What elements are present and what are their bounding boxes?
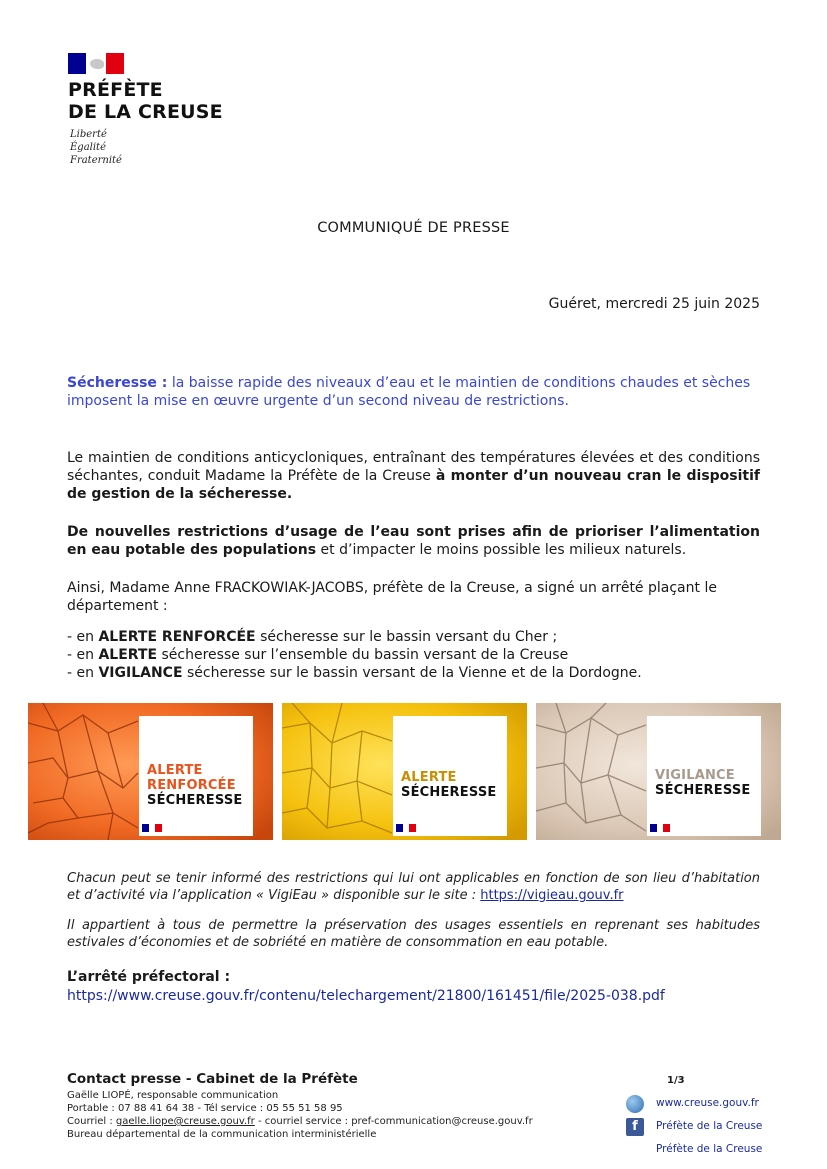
email-label: Courriel : bbox=[67, 1116, 116, 1127]
prefecture-brand bbox=[68, 79, 223, 123]
arrete-link[interactable]: https://www.creuse.gouv.fr/contenu/telechargement/21800/161451/file/2025-038.pdf bbox=[67, 988, 665, 1004]
press-contact-heading: Contact presse - Cabinet de la Préfète bbox=[67, 1071, 358, 1087]
service-email: - courriel service : pref-communication@creuse.gouv.fr bbox=[254, 1116, 533, 1127]
marianne-flag-logo bbox=[68, 53, 124, 74]
facebook-link[interactable] bbox=[626, 1115, 776, 1138]
p2-bold: De nouvelles restrictions d’usage de l’eau sont prises afin de prioriser l’alimentation en eau potable des populations bbox=[67, 524, 760, 558]
footer-links bbox=[626, 1092, 776, 1161]
press-contact-details bbox=[67, 1089, 627, 1141]
restriction-list bbox=[67, 628, 767, 682]
bullet-text: sécheresse sur l’ensemble du bassin versant de la Creuse bbox=[157, 647, 569, 663]
document-title: COMMUNIQUÉ DE PRESSE bbox=[317, 220, 510, 236]
dateline: Guéret, mercredi 25 juin 2025 bbox=[548, 296, 760, 312]
banner-line-2: SÉCHERESSE bbox=[401, 785, 497, 800]
website-link[interactable] bbox=[626, 1092, 776, 1115]
social-icon bbox=[626, 1141, 644, 1159]
banner-alerte-renforcee bbox=[28, 703, 273, 840]
banner-alerte bbox=[282, 703, 527, 840]
bullet-level: ALERTE RENFORCÉE bbox=[98, 629, 256, 645]
banner-line-2: RENFORCÉE bbox=[147, 778, 236, 793]
motto-egalite: Égalité bbox=[70, 142, 106, 153]
vigieau-info bbox=[67, 870, 760, 904]
bullet-level: ALERTE bbox=[98, 647, 158, 663]
banner-line-2: SÉCHERESSE bbox=[655, 783, 751, 798]
contact-name: Gaëlle LIOPÉ, responsable communication bbox=[67, 1090, 279, 1101]
lead-text: la baisse rapide des niveaux d’eau et le maintien de conditions chaudes et sèches imposent la mise en œuvre urgente d’un second niveau de restrictions. bbox=[67, 375, 751, 409]
alert-card bbox=[647, 716, 761, 836]
lead-paragraph bbox=[67, 374, 760, 410]
alert-card bbox=[393, 716, 507, 836]
facebook-icon: f bbox=[626, 1118, 644, 1136]
list-item bbox=[67, 664, 767, 682]
bullet-level: VIGILANCE bbox=[98, 665, 183, 681]
p1-text: Le maintien de conditions anticycloniques, entraînant des températures élevées et des conditions séchantes, conduit Madame la Préfète de la Creuse bbox=[67, 450, 760, 484]
social-label: Préfète de la Creuse bbox=[656, 1143, 763, 1155]
motto-liberte: Liberté bbox=[70, 129, 107, 140]
paragraph-1 bbox=[67, 449, 760, 503]
website-label: www.creuse.gouv.fr bbox=[656, 1097, 759, 1109]
page-number: 1/3 bbox=[667, 1075, 685, 1086]
p2-text: et d’impacter le moins possible les milieux naturels. bbox=[316, 542, 687, 558]
paragraph-3: Ainsi, Madame Anne FRACKOWIAK-JACOBS, préfète de la Creuse, a signé un arrêté plaçant le département : bbox=[67, 580, 717, 614]
republic-motto bbox=[70, 128, 122, 167]
banner-line-1: VIGILANCE bbox=[655, 768, 735, 783]
marianne-mini-icon bbox=[142, 824, 162, 832]
brand-line-1: PRÉFÈTE bbox=[68, 79, 163, 101]
contact-email-link[interactable]: gaelle.liope@creuse.gouv.fr bbox=[115, 1116, 255, 1127]
list-item bbox=[67, 628, 767, 646]
p1-bold: à monter d’un nouveau cran le dispositif de gestion de la sécheresse. bbox=[67, 468, 760, 502]
bullet-prefix: - en bbox=[67, 647, 99, 663]
lead-bold: Sécheresse : bbox=[67, 375, 168, 391]
arrete-heading: L’arrêté préfectoral : bbox=[67, 969, 231, 985]
facebook-label: Préfète de la Creuse bbox=[656, 1120, 763, 1132]
banner-vigilance bbox=[536, 703, 781, 840]
contact-bureau: Bureau départemental de la communication interministérielle bbox=[67, 1129, 377, 1140]
list-item bbox=[67, 646, 767, 664]
banner-line-1: ALERTE bbox=[147, 763, 203, 778]
banner-line-1: ALERTE bbox=[401, 770, 457, 785]
banner-line-3: SÉCHERESSE bbox=[147, 793, 243, 808]
contact-phones: Portable : 07 88 41 64 38 - Tél service : 05 55 51 58 95 bbox=[67, 1103, 343, 1114]
vigieau-text: Chacun peut se tenir informé des restrictions qui lui ont applicables en fonction de son lieu d’habitation et d’activité via l’application « VigiEau » disponible sur le site : bbox=[67, 871, 760, 903]
bullet-text: sécheresse sur le bassin versant de la Vienne et de la Dordogne. bbox=[182, 665, 642, 681]
bullet-text: sécheresse sur le bassin versant du Cher ; bbox=[255, 629, 558, 645]
motto-fraternite: Fraternité bbox=[70, 155, 122, 166]
paragraph-2 bbox=[67, 523, 760, 559]
bullet-prefix: - en bbox=[67, 665, 99, 681]
contact-emails bbox=[67, 1115, 627, 1128]
marianne-mini-icon bbox=[650, 824, 670, 832]
vigieau-link[interactable]: https://vigieau.gouv.fr bbox=[480, 888, 624, 903]
social-link[interactable] bbox=[626, 1138, 776, 1161]
bullet-prefix: - en bbox=[67, 629, 99, 645]
sobriety-info: Il appartient à tous de permettre la préservation des usages essentiels en reprenant ses habitudes estivales d’économies et de sobriété en matière de consommation en eau potable. bbox=[67, 918, 760, 950]
brand-line-2: DE LA CREUSE bbox=[68, 101, 223, 123]
alert-card bbox=[139, 716, 253, 836]
globe-icon bbox=[626, 1095, 644, 1113]
marianne-mini-icon bbox=[396, 824, 416, 832]
